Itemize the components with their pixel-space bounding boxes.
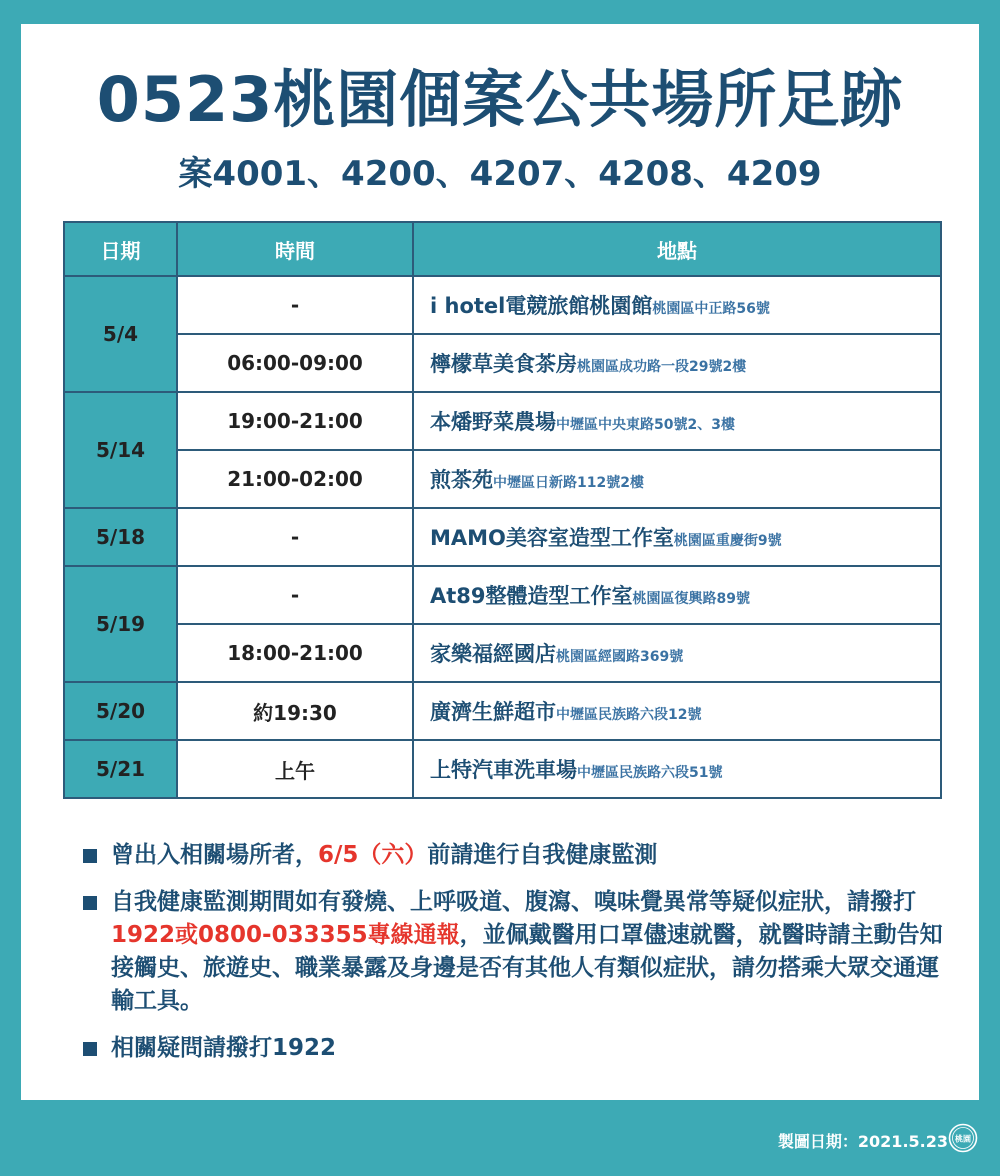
- place-name: At89整體造型工作室: [430, 584, 633, 608]
- table-row: [64, 392, 941, 450]
- time-cell: 約19:30: [177, 682, 413, 740]
- note-item: [83, 839, 943, 872]
- table-row: [64, 624, 941, 682]
- place-cell: [413, 740, 941, 798]
- place-address: 中壢區日新路112號2樓: [493, 475, 644, 491]
- place-cell: [413, 450, 941, 508]
- table-row: [64, 740, 941, 798]
- place-address: 桃園區中正路56號: [652, 301, 770, 317]
- place-address: 桃園區經國路369號: [556, 649, 684, 665]
- place-cell: [413, 334, 941, 392]
- table-row: [64, 566, 941, 624]
- note-item: [83, 1032, 943, 1065]
- square-bullet-icon: [83, 1042, 97, 1056]
- date-cell: 5/19: [64, 566, 177, 682]
- place-cell: [413, 624, 941, 682]
- page-title: 0523桃園個案公共場所足跡: [96, 63, 904, 136]
- place-name: MAMO美容室造型工作室: [430, 526, 674, 550]
- place-cell: [413, 276, 941, 334]
- table-row: [64, 450, 941, 508]
- production-date: 製圖日期：2021.5.23: [777, 1132, 948, 1151]
- note-text: 自我健康監測期間如有發燒、上呼吸道、腹瀉、嗅味覺異常等疑似症狀，請撥打: [111, 889, 916, 915]
- table-row: [64, 334, 941, 392]
- note-highlight: 1922或0800-033355專線通報: [111, 922, 460, 948]
- column-header-time: 時間: [177, 222, 413, 276]
- table-row: [64, 508, 941, 566]
- place-cell: [413, 566, 941, 624]
- place-name: 本燔野菜農場: [430, 410, 556, 434]
- place-name: 上特汽車洗車場: [430, 758, 577, 782]
- square-bullet-icon: [83, 849, 97, 863]
- table-header-row: [64, 222, 941, 276]
- place-name: 廣濟生鮮超市: [430, 700, 556, 724]
- time-cell: 06:00-09:00: [177, 334, 413, 392]
- table-row: [64, 682, 941, 740]
- square-bullet-icon: [83, 896, 97, 910]
- place-address: 桃園區復興路89號: [632, 591, 750, 607]
- place-address: 桃園區重慶街9號: [673, 533, 782, 549]
- notes-list: [83, 839, 943, 1079]
- date-cell: 5/20: [64, 682, 177, 740]
- note-text: 曾出入相關場所者，: [111, 842, 318, 868]
- date-cell: 5/14: [64, 392, 177, 508]
- place-name: 檸檬草美食茶房: [430, 352, 577, 376]
- poster-card: [21, 24, 979, 1100]
- place-address: 桃園區成功路一段29號2樓: [577, 359, 747, 375]
- place-cell: [413, 682, 941, 740]
- note-text: ，並佩戴醫用口罩儘速就醫，就醫時請主動告知接觸史、旅遊史、職業暴露及身邊是否有其他人有類似症狀，請勿搭乘大眾交通運輸工具。: [111, 922, 943, 1014]
- time-cell: -: [177, 508, 413, 566]
- place-cell: [413, 508, 941, 566]
- time-cell: -: [177, 566, 413, 624]
- place-name: 煎茶苑: [430, 468, 493, 492]
- seal-text: 桃園: [955, 1134, 971, 1144]
- place-address: 中壢區中央東路50號2、3樓: [556, 417, 735, 433]
- place-cell: [413, 392, 941, 450]
- date-cell: 5/4: [64, 276, 177, 392]
- date-cell: 5/18: [64, 508, 177, 566]
- place-name: 家樂福經國店: [430, 642, 556, 666]
- column-header-place: 地點: [413, 222, 941, 276]
- table-row: [64, 276, 941, 334]
- place-address: 中壢區民族路六段12號: [556, 707, 702, 723]
- footprint-table: [63, 221, 942, 799]
- note-highlight: 6/5（六）: [318, 842, 428, 868]
- taoyuan-seal-icon: [948, 1123, 978, 1153]
- place-address: 中壢區民族路六段51號: [577, 765, 723, 781]
- date-cell: 5/21: [64, 740, 177, 798]
- place-name: i hotel電競旅館桃園館: [430, 294, 653, 318]
- time-cell: 18:00-21:00: [177, 624, 413, 682]
- time-cell: -: [177, 276, 413, 334]
- time-cell: 上午: [177, 740, 413, 798]
- case-numbers: 案4001、4200、4207、4208、4209: [178, 154, 822, 194]
- note-text: 相關疑問請撥打1922: [111, 1035, 337, 1061]
- time-cell: 21:00-02:00: [177, 450, 413, 508]
- note-text: 前請進行自我健康監測: [427, 842, 658, 868]
- note-item: [83, 886, 943, 1018]
- time-cell: 19:00-21:00: [177, 392, 413, 450]
- column-header-date: 日期: [64, 222, 177, 276]
